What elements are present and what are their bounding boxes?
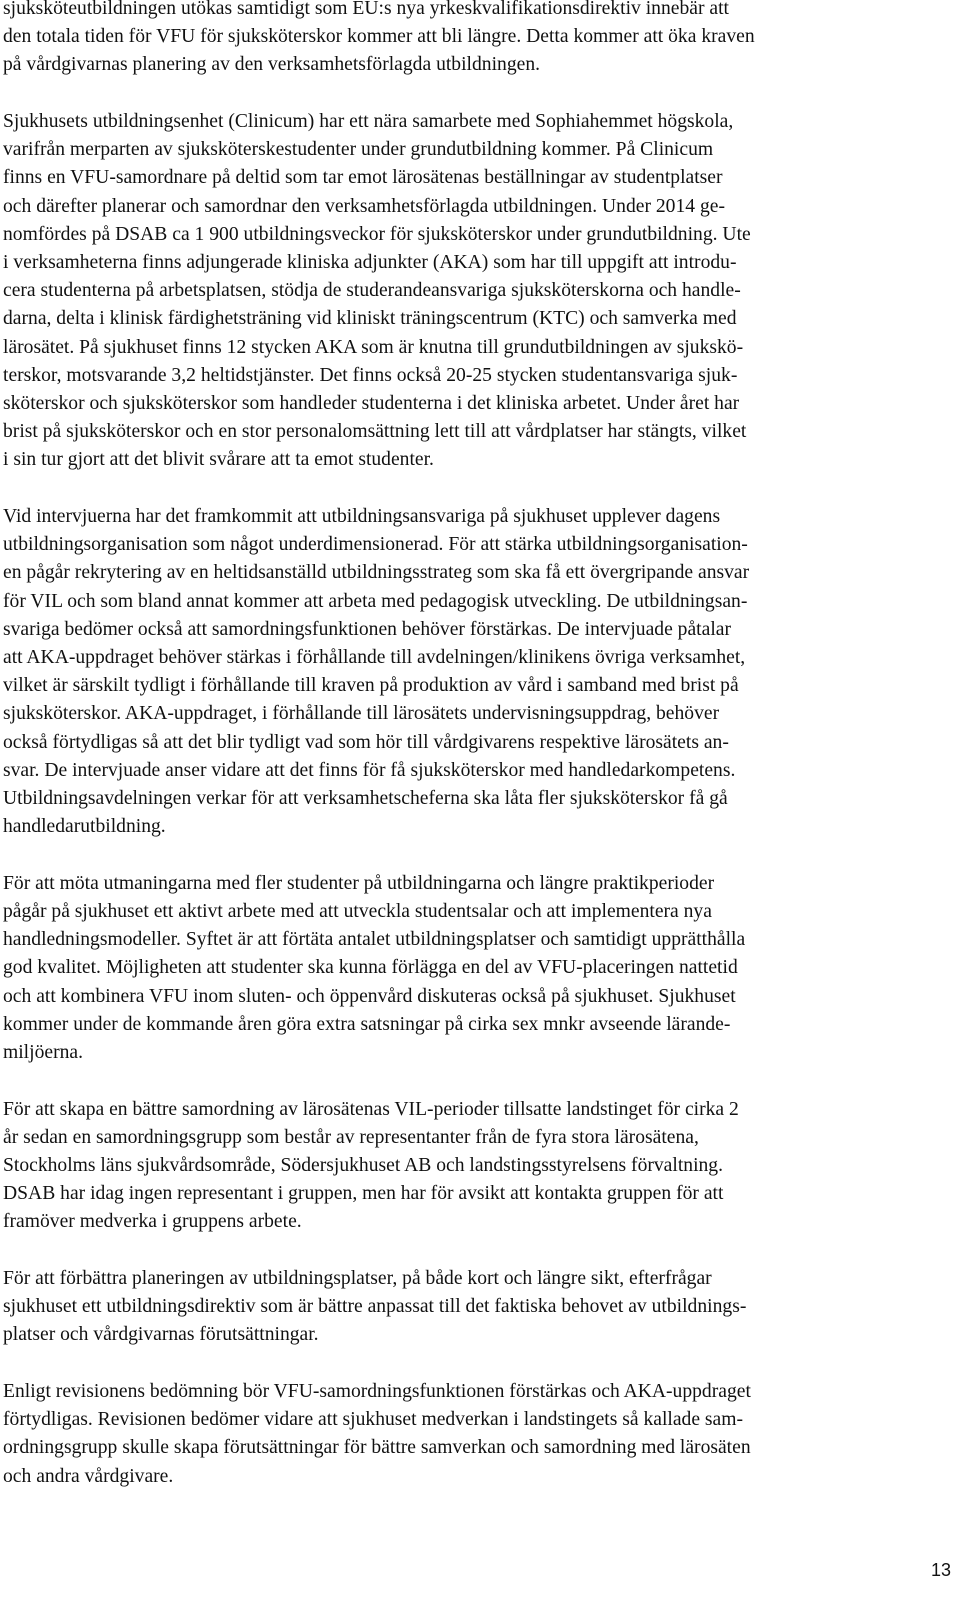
paragraph-assessment: Enligt revisionens bedömning bör VFU-samordningsfunktionen förstärkas och AKA-uppdraget förtydligas. Revisionen bedömer vidare att sjukhuset medverkan i landstingets så kallade sam- ordningsgrupp skulle skapa förutsättningar för bättre samverkan och samordning med lärosäten och andra vårdgivare. bbox=[3, 1381, 751, 1487]
paragraph-vfu-intro: sjuksköteutbildningen utökas samtidigt som EU:s nya yrkeskvalifikationsdirektiv innebär att den totala tiden för VFU för sjuksköterskor kommer att bli längre. Detta kommer att öka kraven på vårdgivarnas planering av den verksamhetsförlagda utbildningen. bbox=[3, 0, 755, 76]
paragraph-challenges: För att möta utmaningarna med fler studenter på utbildningarna och längre praktikperioder pågår på sjukhuset ett aktivt arbete med att utveckla studentsalar och att implementera nya handledningsmodeller. Syftet är att förtäta antalet utbildningsplatser och samtidigt upprätthålla god kvalitet. Möjligheten att studenter ska kunna förlägga en del av VFU-placeringen nattetid och att kombinera VFU inom sluten- och öppenvård diskuteras också på sjukhuset. Sjukhuset kommer under de kommande åren göra extra satsningar på cirka sex mnkr avseende lärande- miljöerna. bbox=[3, 872, 746, 1064]
paragraph-planning: För att förbättra planeringen av utbildningsplatser, på både kort och längre sikt, efterfrågar sjukhuset ett utbildningsdirektiv som är bättre anpassat till det faktiska behovet av utbildnings- platser och vårdgivarnas förutsättningar. bbox=[3, 1268, 747, 1346]
paragraph-interviews: Vid intervjuerna har det framkommit att utbildningsansvariga på sjukhuset upplever dagens utbildningsorganisation som något underdimensionerad. För att stärka utbildningsorganisation- en pågår rekrytering av en heltidsanställd utbildningsstrateg som ska få ett övergripande ansvar för VIL och som bland annat kommer att arbeta med pedagogisk utveckling. De utbildningsan- svariga bedömer också att samordningsfunktionen behöver förstärkas. De intervjuade påtalar att AKA-uppdraget behöver stärkas i förhållande till avdelningen/klinikens övriga verksamhet, vilket är särskilt tydligt i förhållande till kraven på produktion av vård i samband med brist på sjuksköterskor. AKA-uppdraget, i förhållande till lärosätets undervisningsuppdrag, behöver också förtydligas så att det blir tydligt vad som hör till vårdgivarens respektive lärosätets an- svar. De intervjuade anser vidare att det finns för få sjuksköterskor med handledarkompetens. Utbildningsavdelningen verkar för att verksamhetscheferna ska låta fler sjuksköterskor få gå handledarutbildning. bbox=[3, 506, 750, 838]
paragraph-clinicum: Sjukhusets utbildningsenhet (Clinicum) har ett nära samarbete med Sophiahemmet högskola, varifrån merparten av sjuksköterskestudenter under grundutbildning kommer. På Clinicum finns en VFU-samordnare på deltid som tar emot lärosätenas beställningar av studentplatser och därefter planerar och samordnar den verksamhetsförlagda utbildningen. Under 2014 ge- nomfördes på DSAB ca 1 900 utbildningsveckor för sjuksköterskor under grundutbildning. Ute i verksamheterna finns adjungerade kliniska adjunkter (AKA) som har till uppgift att introdu- cera studenterna på arbetsplatsen, stödja de studerandeansvariga sjuksköterskorna och handle- darna, delta i klinisk färdighetsträning vid kliniskt träningscentrum (KTC) och samverka med lärosätet. På sjukhuset finns 12 stycken AKA som är knutna till grundutbildningen av sjukskö- terskor, motsvarande 3,2 heltidstjänster. Det finns också 20-25 stycken studentansvariga sjuk- sköterskor och sjuksköterskor som handleder studenterna i det kliniska arbetet. Under året har brist på sjuksköterskor och en stor personalomsättning lett till att vårdplatser har stängts, vilket i sin tur gjort att det blivit svårare att ta emot studenter. bbox=[3, 111, 751, 471]
paragraph-coordination-group: För att skapa en bättre samordning av lärosätenas VIL-perioder tillsatte landstinget för cirka 2 år sedan en samordningsgrupp som består av representanter från de fyra stora lärosätena, Stockholms läns sjukvårdsområde, Södersjukhuset AB och landstingsstyrelsens förvaltning. DSAB har idag ingen representant i gruppen, men har för avsikt att kontakta gruppen för att framöver medverka i gruppens arbete. bbox=[3, 1098, 739, 1233]
page-number: 13 bbox=[930, 1560, 951, 1580]
